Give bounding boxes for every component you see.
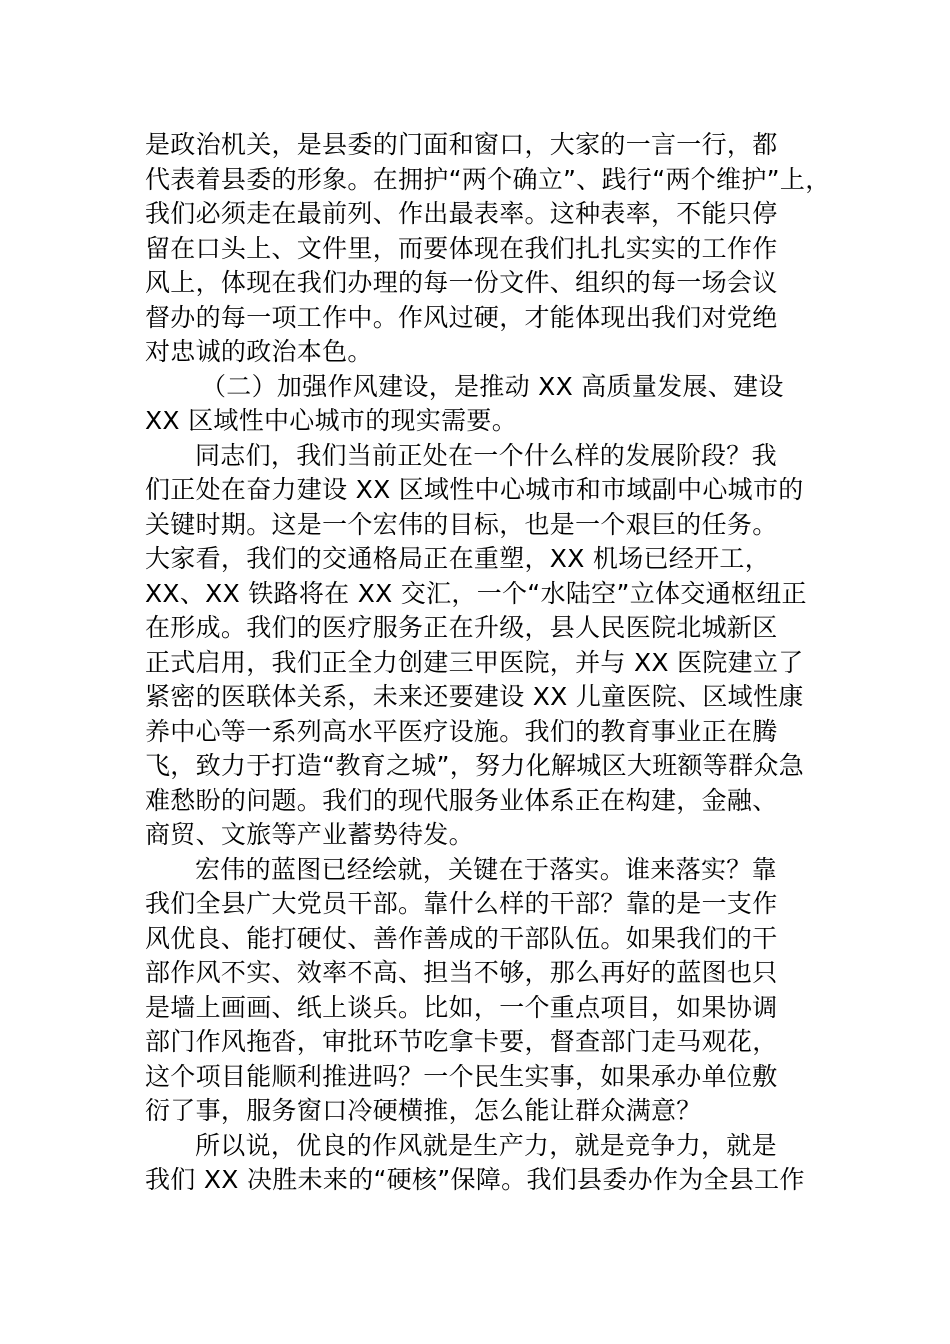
document-body [145, 128, 831, 1198]
text-line: 是政治机关，是县委的门面和窗口，大家的一言一行，都 [145, 130, 778, 159]
text-line: 代表着县委的形象。在拥护“两个确立”、践行“两个维护”上， [145, 164, 831, 194]
text-line: 是墙上画画、纸上谈兵。比如，一个重点项目，如果协调 [145, 992, 778, 1022]
paragraph-first-line: 宏伟的蓝图已经绘就，关键在于落实。谁来落实？靠 [195, 854, 777, 884]
text-line: 部作风不实、效率不高、担当不够，那么再好的蓝图也只 [145, 958, 778, 987]
text-line: 这个项目能顺利推进吗？一个民生实事，如果承办单位敷 [145, 1061, 778, 1091]
text-line: 我们全县广大党员干部。靠什么样的干部？靠的是一支作 [145, 889, 778, 918]
text-line: XX、XX 铁路将在 XX 交汇，一个“水陆空”立体交通枢纽正 [145, 578, 807, 608]
text-line: 商贸、文旅等产业蓄势待发。 [145, 820, 474, 849]
text-line: 难愁盼的问题。我们的现代服务业体系正在构建，金融、 [145, 785, 778, 815]
text-line: 留在口头上、文件里，而要体现在我们扎扎实实的工作作 [145, 233, 778, 263]
text-line: 们正处在奋力建设 XX 区域性中心城市和市域副中心城市的 [145, 475, 804, 504]
text-line: 紧密的医联体关系，未来还要建设 XX 儿童医院、区域性康 [145, 682, 804, 711]
text-line: 我们 XX 决胜未来的“硬核”保障。我们县委办作为全县工作 [145, 1165, 805, 1194]
text-line: 衍了事，服务窗口冷硬横推，怎么能让群众满意？ [145, 1096, 702, 1125]
section-heading-line: （二）加强作风建设，是推动 XX 高质量发展、建设 [201, 371, 784, 401]
paragraph-first-line: 同志们，我们当前正处在一个什么样的发展阶段？我 [195, 440, 777, 470]
text-line: 关键时期。这是一个宏伟的目标，也是一个艰巨的任务。 [145, 509, 778, 539]
text-line: 督办的每一项工作中。作风过硬，才能体现出我们对党绝 [145, 302, 778, 332]
text-line: 我们必须走在最前列、作出最表率。这种表率，不能只停 [145, 199, 778, 228]
text-line: 风优良、能打硬仗、善作善成的干部队伍。如果我们的干 [145, 923, 778, 953]
text-line: 飞，致力于打造“教育之城”，努力化解城区大班额等群众急 [145, 751, 805, 780]
section-heading-line: XX 区域性中心城市的现实需要。 [145, 406, 518, 435]
text-line: 部门作风拖沓，审批环节吃拿卡要，督查部门走马观花， [145, 1027, 778, 1056]
text-line: 正式启用，我们正全力创建三甲医院，并与 XX 医院建立了 [145, 647, 804, 677]
text-line: 养中心等一系列高水平医疗设施。我们的教育事业正在腾 [145, 716, 778, 746]
text-line: 在形成。我们的医疗服务正在升级，县人民医院北城新区 [145, 613, 778, 642]
text-line: 大家看，我们的交通格局正在重塑，XX 机场已经开工， [145, 544, 771, 573]
text-line: 风上，体现在我们办理的每一份文件、组织的每一场会议 [145, 268, 778, 297]
text-line: 对忠诚的政治本色。 [145, 337, 373, 366]
paragraph-first-line: 所以说，优良的作风就是生产力，就是竞争力，就是 [195, 1130, 777, 1160]
